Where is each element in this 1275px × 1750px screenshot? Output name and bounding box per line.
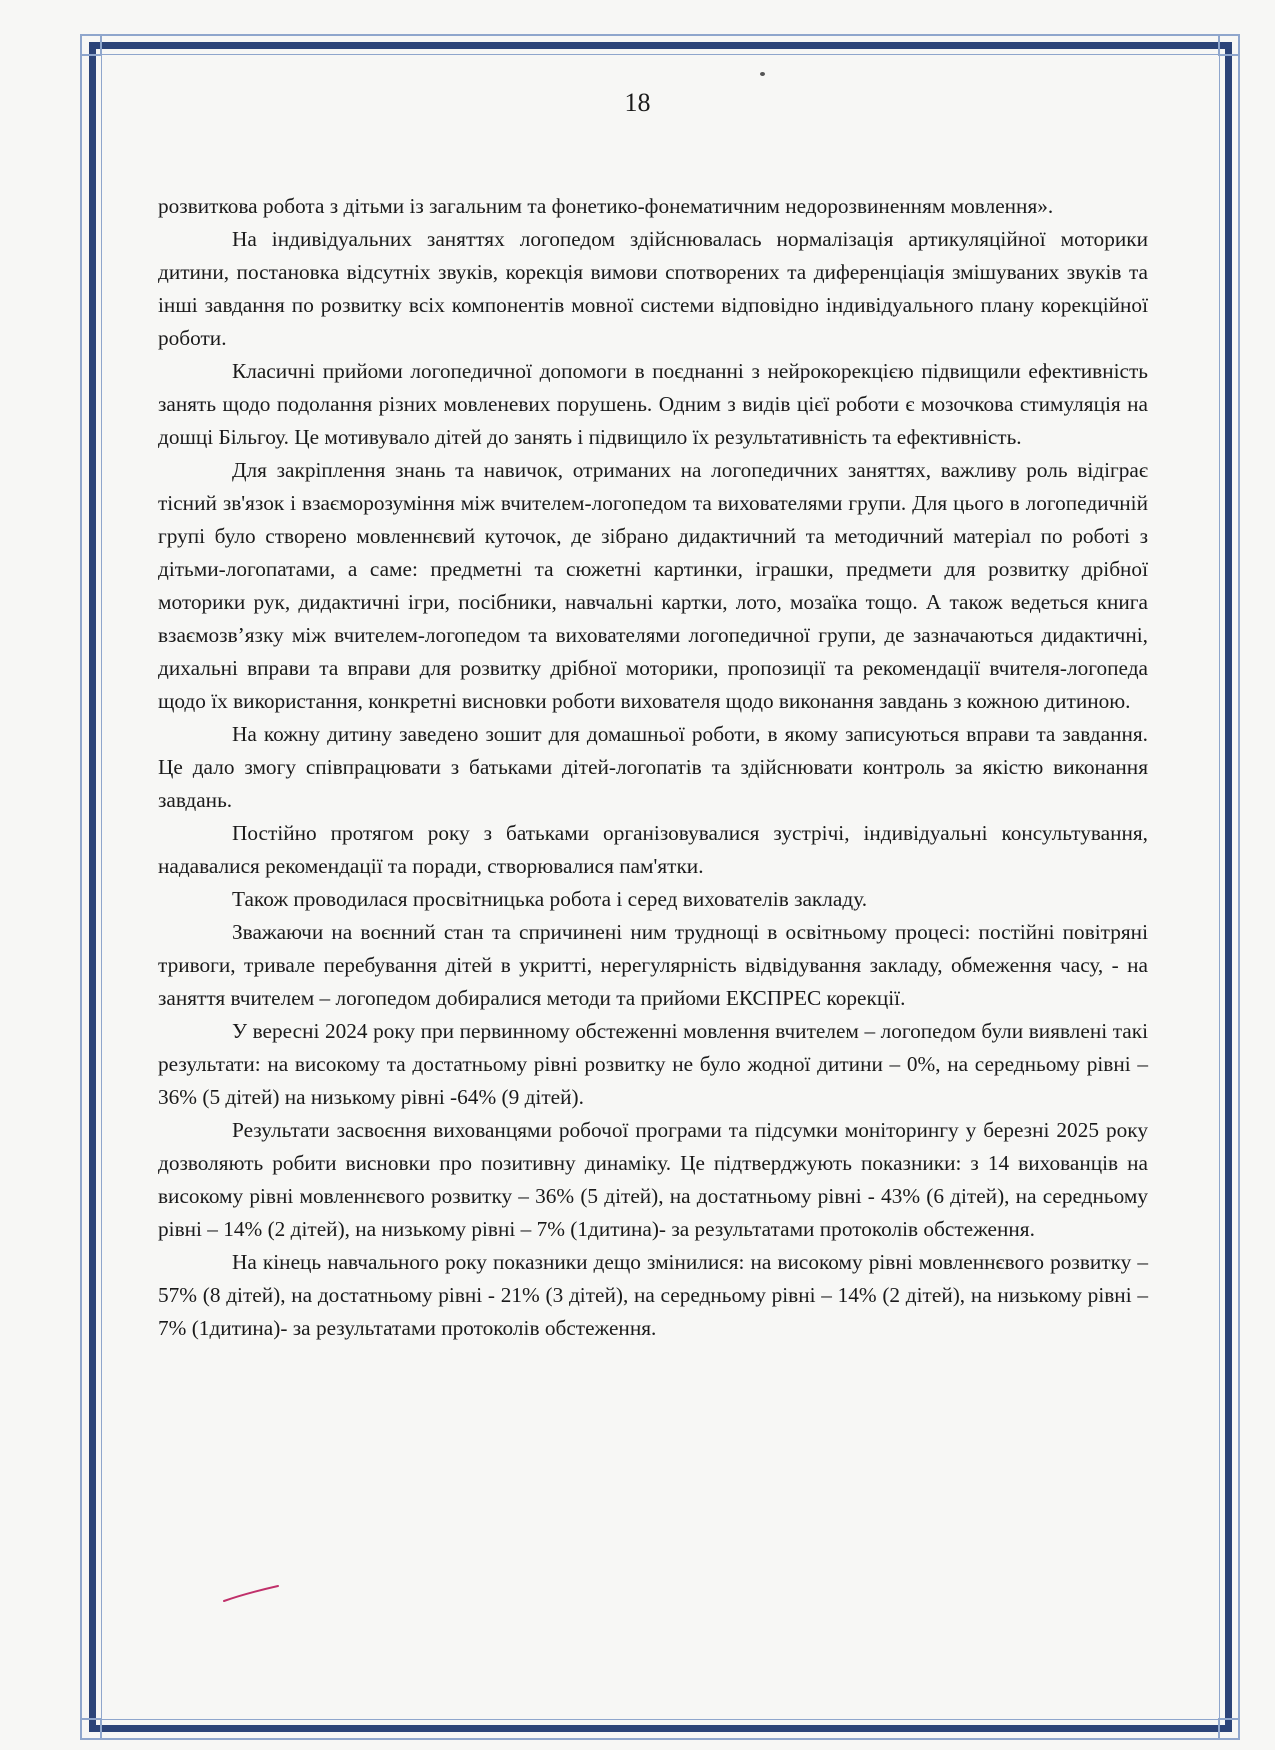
page-number: 18 [624,88,651,117]
paragraph: На кожну дитину заведено зошит для домашньої роботи, в якому записуються вправи та завдання. Це дало змогу співпрацювати з батьками дітей-логопатів та здійснювати контроль за якістю виконання завдань. [158,722,1148,812]
paragraph: У вересні 2024 року при первинному обстеженні мовлення вчителем – логопедом були виявлені такі результати: на високому та достатньому рівні розвитку не було жодної дитини – 0%, на середньому рівні – 36% (5 дітей) на низькому рівні -64% (9 дітей). [158,1019,1148,1109]
paragraph: Результати засвоєння вихованцями робочої програми та підсумки моніторингу у березні 2025 року дозволяють робити висновки про позитивну динаміку. Це підтверджують показники: з 14 вихованців на високому рівні мовленнєвого розвитку – 36% (5 дітей), на достатньому рівні - 43% (6 дітей), на середньому рівні – 14% (2 дітей), на низькому рівні – 7% (1дитина)- за результатами протоколів обстеження. [158,1118,1148,1241]
paragraph: Для закріплення знань та навичок, отриманих на логопедичних заняттях, важливу роль відіграє тісний зв'язок і взаєморозуміння між вчителем-логопедом та вихователями групи. Для цього в логопедичній групі було створено мовленнєвий куточок, де зібрано дидактичний та методичний матеріал по роботі з дітьми-логопатами, а саме: предметні та сюжетні картинки, іграшки, предмети для розвитку дрібної моторики рук, дидактичні ігри, посібники, навчальні картки, лото, мозаїка тощо. А також ведеться книга взаємозв’язку між вчителем-логопедом та вихователями логопедичної групи, де зазначаються дидактичні, дихальні вправи та вправи для розвитку дрібної моторики, пропозиції та рекомендації вчителя-логопеда щодо їх використання, конкретні висновки роботи вихователя щодо виконання завдань з кожною дитиною. [158,458,1148,713]
border-corner-ornament [1218,34,1240,56]
paragraph: розвиткова робота з дітьми із загальним та фонетико-фонематичним недорозвиненням мовлення». [158,194,1054,218]
paragraph: Також проводилася просвітницька робота і серед вихователів закладу. [232,887,868,911]
paragraph: Класичні прийоми логопедичної допомоги в поєднанні з нейрокорекцією підвищили ефективність занять щодо подолання різних мовленевих порушень. Одним з видів цієї роботи є мозочкова стимуляція на дошці Більгоу. Це мотивувало дітей до занять і підвищило їх результативність та ефективність. [158,359,1148,449]
paragraph: Постійно протягом року з батьками організовувалися зустрічі, індивідуальні консультування, надавалися рекомендації та поради, створювалися пам'ятки. [158,821,1148,878]
paragraph: На індивідуальних заняттях логопедом здійснювалась нормалізація артикуляційної моторики дитини, постановка відсутніх звуків, корекція вимови спотворених та диференціація змішуваних звуків та інші завдання по розвитку всіх компонентів мовної системи відповідно індивідуального плану корекційної роботи. [158,227,1148,350]
paragraph: На кінець навчального року показники дещо змінилися: на високому рівні мовленнєвого розвитку – 57% (8 дітей), на достатньому рівні - 21% (3 дітей), на середньому рівні – 14% (2 дітей), на низькому рівні – 7% (1дитина)- за результатами протоколів обстеження. [158,1250,1148,1340]
border-corner-ornament [80,1718,102,1740]
paragraph: Зважаючи на воєнний стан та спричинені ним труднощі в освітньому процесі: постійні повітряні тривоги, тривале перебування дітей в укритті, нерегулярність відвідування закладу, обмеження часу, - на заняття вчителем – логопедом добиралися методи та прийоми ЕКСПРЕС корекції. [158,920,1148,1010]
document-body [158,190,1148,1345]
pen-mark [222,1584,280,1604]
border-corner-ornament [80,34,102,56]
border-corner-ornament [1218,1718,1240,1740]
scan-speck [760,72,765,76]
